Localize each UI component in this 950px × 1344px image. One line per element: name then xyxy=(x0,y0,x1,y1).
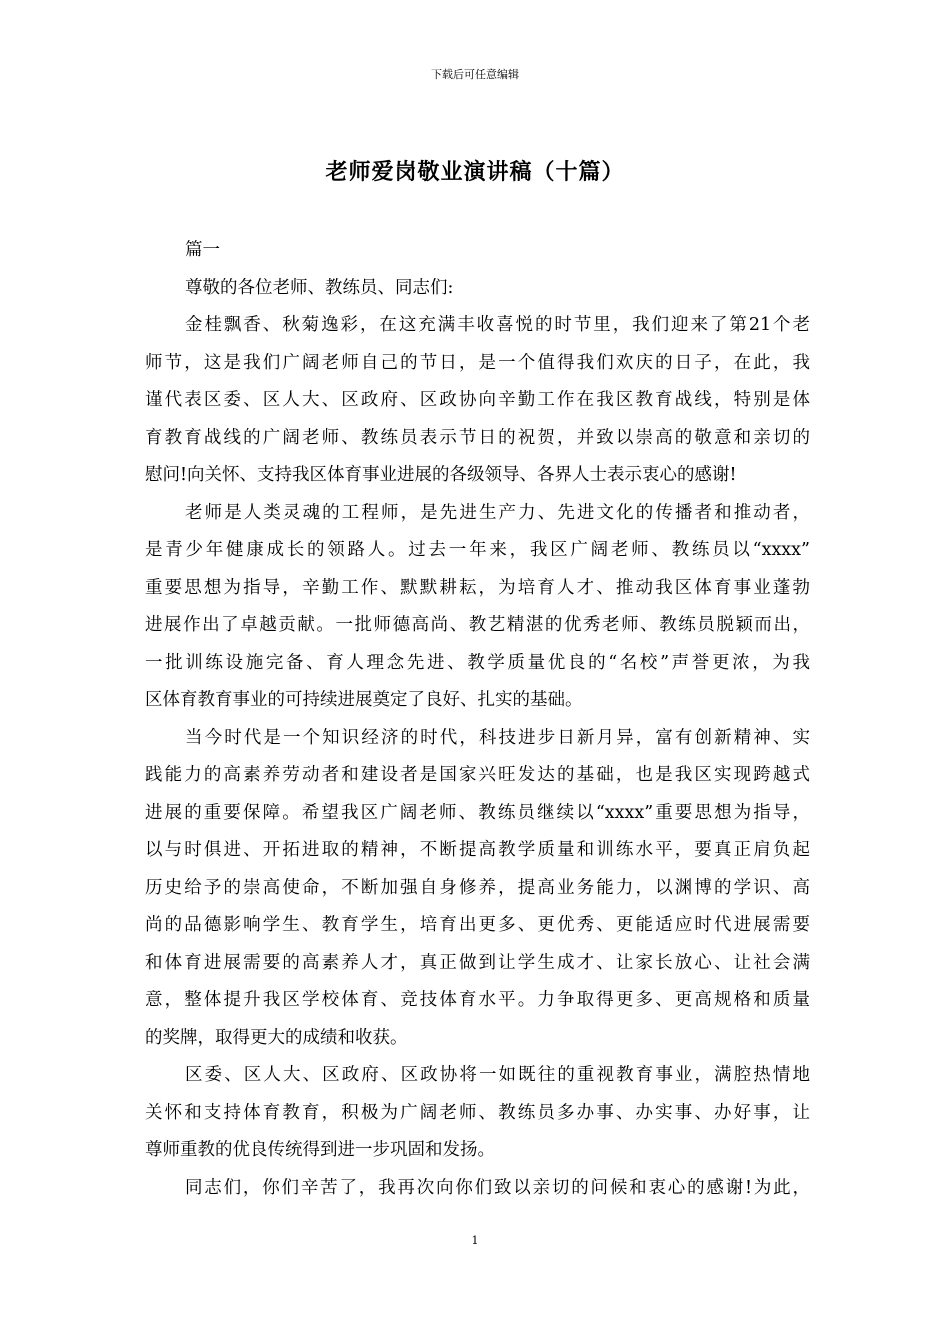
paragraph-line: 慰问!向关怀、支持我区体育事业进展的各级领导、各界人士表示衷心的感谢! xyxy=(145,465,737,485)
salutation: 尊敬的各位老师、教练员、同志们: xyxy=(185,277,454,298)
paragraph-line: 是青少年健康成长的领路人。过去一年来，我区广阔老师、教练员以“xxxx” xyxy=(145,540,810,560)
paragraph-line: 重要思想为指导，辛勤工作、默默耕耘，为培育人才、推动我区体育事业蓬勃 xyxy=(145,577,810,598)
paragraph-line: 的奖牌，取得更大的成绩和收获。 xyxy=(145,1027,408,1048)
paragraph-line: 和体育进展需要的高素养人才，真正做到让学生成才、让家长放心、让社会满 xyxy=(145,952,810,973)
section-heading: 篇一 xyxy=(185,240,220,260)
paragraph-line: 一批训练设施完备、育人理念先进、教学质量优良的“名校”声誉更浓，为我 xyxy=(145,652,810,673)
paragraph-line: 践能力的高素养劳动者和建设者是国家兴旺发达的基础，也是我区实现跨越式 xyxy=(145,765,810,785)
paragraph-line: 进展的重要保障。希望我区广阔老师、教练员继续以“xxxx”重要思想为指导， xyxy=(145,802,810,823)
paragraph-line: 同志们，你们辛苦了，我再次向你们致以亲切的问候和衷心的感谢!为此， xyxy=(185,1177,810,1198)
document-title: 老师爱岗敬业演讲稿（十篇） xyxy=(325,159,625,185)
paragraph-line: 育教育战线的广阔老师、教练员表示节日的祝贺，并致以崇高的敬意和亲切的 xyxy=(145,427,810,448)
paragraph-line: 意，整体提升我区学校体育、竞技体育水平。力争取得更多、更高规格和质量 xyxy=(145,990,810,1010)
page-header-note: 下载后可任意编辑 xyxy=(431,68,519,81)
paragraph-line: 关怀和支持体育教育，积极为广阔老师、教练员多办事、办实事、办好事，让 xyxy=(145,1102,810,1123)
paragraph-line: 师节，这是我们广阔老师自己的节日，是一个值得我们欢庆的日子，在此，我 xyxy=(145,352,810,373)
paragraph-line: 谨代表区委、区人大、区政府、区政协向辛勤工作在我区教育战线，特别是体 xyxy=(145,390,810,410)
paragraph-line: 当今时代是一个知识经济的时代，科技进步日新月异，富有创新精神、实 xyxy=(185,727,810,748)
paragraph-line: 区委、区人大、区政府、区政协将一如既往的重视教育事业，满腔热情地 xyxy=(185,1065,810,1085)
page-number: 1 xyxy=(471,1234,479,1247)
paragraph-line: 区体育教育事业的可持续进展奠定了良好、扎实的基础。 xyxy=(145,690,583,710)
paragraph-line: 尚的品德影响学生、教育学生，培育出更多、更优秀、更能适应时代进展需要 xyxy=(145,915,810,935)
paragraph-line: 老师是人类灵魂的工程师，是先进生产力、先进文化的传播者和推动者， xyxy=(185,502,810,523)
paragraph-line: 以与时俱进、开拓进取的精神，不断提高教学质量和训练水平，要真正肩负起 xyxy=(145,840,810,860)
paragraph-line: 金桂飘香、秋菊逸彩，在这充满丰收喜悦的时节里，我们迎来了第21个老 xyxy=(185,315,810,335)
paragraph-line: 尊师重教的优良传统得到进一步巩固和发扬。 xyxy=(145,1140,495,1160)
paragraph-line: 历史给予的崇高使命，不断加强自身修养，提高业务能力，以渊博的学识、高 xyxy=(145,877,810,898)
paragraph-line: 进展作出了卓越贡献。一批师德高尚、教艺精湛的优秀老师、教练员脱颖而出， xyxy=(145,615,810,635)
